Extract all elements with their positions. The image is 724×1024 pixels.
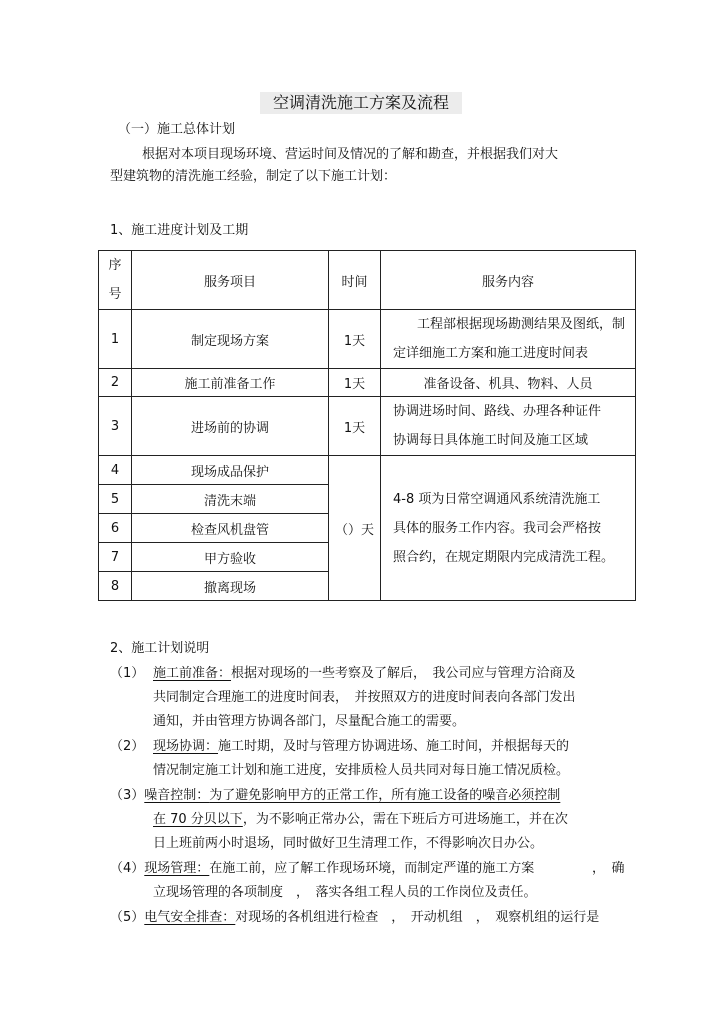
row-item: 清洗末端 — [132, 485, 329, 514]
row-seq: 1 — [99, 310, 132, 369]
note-line: （4）现场管理：在施工前，应了解工作现场环境，而制定严谨的施工方案 — [110, 861, 535, 876]
note-label: 电气安全排查： — [144, 910, 236, 925]
note-line: 通知，并由管理方协调各部门，尽量配合施工的需要。 — [153, 714, 466, 729]
table-row — [99, 369, 636, 397]
note-label: 噪音控制： — [144, 788, 210, 803]
row-time: 1天 — [329, 310, 381, 369]
row-item: 甲方验收 — [132, 543, 329, 572]
row-seq: 5 — [99, 485, 132, 514]
note-number: （2） — [110, 739, 145, 754]
intro-line-1: 根据对本项目现场环境、营运时间及情况的了解和勘查，并根据我们对大 — [142, 147, 559, 162]
row-item: 制定现场方案 — [132, 310, 329, 369]
note-label: 施工前准备： — [153, 666, 232, 681]
row-time: 1天 — [329, 397, 381, 456]
row-content: 协调进场时间、路线、办理各种证件 协调每日具体施工时间及施工区域 — [381, 397, 636, 456]
table-row — [99, 310, 636, 369]
subheading-notes: 2、施工计划说明 — [110, 641, 210, 656]
note-line: 共同制定合理施工的进度时间表， 并按照双方的进度时间表向各部门发出 — [153, 690, 576, 705]
row-seq: 6 — [99, 514, 132, 543]
page-title: 空调清洗施工方案及流程 — [260, 92, 462, 114]
subheading-schedule: 1、施工进度计划及工期 — [110, 223, 249, 238]
table-header-row — [99, 251, 636, 310]
note-line: （5）电气安全排查：对现场的各机组进行检查 ， 开动机组 ， 观察机组的运行是 — [110, 910, 600, 925]
note-line: 情况制定施工计划和施工进度，安排质检人员共同对每日施工情况质检。 — [153, 763, 570, 778]
header-seq: 序 号 — [99, 251, 132, 310]
row-item: 检查风机盘管 — [132, 514, 329, 543]
note-line: 在 70 分贝以下，为不影响正常办公，需在下班后方可进场施工，并在次 — [153, 812, 568, 827]
row-content: 准备设备、机具、物料、人员 — [381, 369, 636, 397]
row-content: 工程部根据现场勘测结果及图纸，制 定详细施工方案和施工进度时间表 — [381, 310, 636, 369]
note-line: 立现场管理的各项制度 ， 落实各组工程人员的工作岗位及责任。 — [153, 885, 537, 900]
intro-line-2: 型建筑物的清洗施工经验，制定了以下施工计划： — [110, 169, 397, 184]
note-line: （3）噪音控制：为了避免影响甲方的正常工作，所有施工设备的噪音必须控制 — [110, 788, 561, 803]
note-line: 现场协调：施工时期，及时与管理方协调进场、施工时间，并根据每天的 — [153, 739, 570, 754]
note-number: （1） — [110, 666, 145, 681]
row-seq: 7 — [99, 543, 132, 572]
note-line: ， 确 — [592, 861, 625, 876]
schedule-table — [98, 250, 636, 601]
header-time: 时间 — [329, 251, 381, 310]
row-item: 撤离现场 — [132, 572, 329, 601]
row-time: 1天 — [329, 369, 381, 397]
section-heading: （一）施工总体计划 — [118, 122, 236, 137]
group-time: （）天 — [329, 456, 381, 601]
group-content: 4-8 项为日常空调通风系统清洗施工 具体的服务工作内容。我司会严格按 照合约，在规定期限内完成清洗工程。 — [381, 456, 636, 601]
header-item: 服务项目 — [132, 251, 329, 310]
row-item: 现场成品保护 — [132, 456, 329, 485]
row-item: 施工前准备工作 — [132, 369, 329, 397]
note-label: 现场协调： — [153, 739, 219, 754]
table-row — [99, 397, 636, 456]
note-line: 施工前准备：根据对现场的一些考察及了解后， 我公司应与管理方洽商及 — [153, 666, 576, 681]
row-seq: 8 — [99, 572, 132, 601]
row-item: 进场前的协调 — [132, 397, 329, 456]
row-seq: 2 — [99, 369, 132, 397]
row-seq: 3 — [99, 397, 132, 456]
header-content: 服务内容 — [381, 251, 636, 310]
row-seq: 4 — [99, 456, 132, 485]
note-number: （3） — [110, 788, 145, 803]
note-number: （5） — [110, 910, 145, 925]
note-line: 日上班前两小时退场，同时做好卫生清理工作，不得影响次日办公。 — [153, 836, 544, 851]
note-label: 现场管理： — [144, 861, 210, 876]
note-number: （4） — [110, 861, 145, 876]
table-row — [99, 456, 636, 485]
